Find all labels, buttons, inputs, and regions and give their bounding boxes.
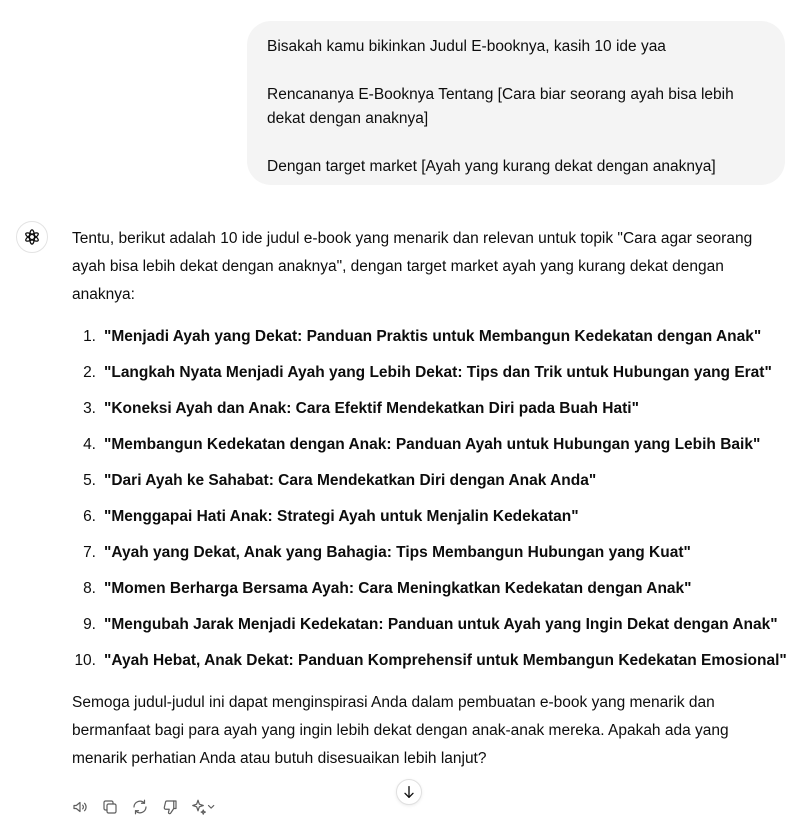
list-item: 8. "Momen Berharga Bersama Ayah: Cara Meningkatkan Kedekatan dengan Anak" [83,580,692,597]
ebook-title-list [72,323,787,675]
copy-button[interactable] [100,797,120,817]
list-item: 9. "Mengubah Jarak Menjadi Kedekatan: Panduan untuk Ayah yang Ingin Dekat dengan Anak" [83,616,778,633]
user-message-line: Dengan target market [Ayah yang kurang dekat dengan anaknya] [267,158,716,175]
assistant-message [72,225,787,773]
user-message-line: Rencananya E-Booknya Tentang [Cara biar seorang ayah bisa lebih dekat dengan anaknya] [267,86,734,127]
assistant-outro: Semoga judul-judul ini dapat menginspirasi Anda dalam pembuatan e-book yang menarik dan bermanfaat bagi para ayah yang ingin lebih dekat dengan anak-anak mereka. Apakah ada yang menarik perhatian Anda atau butuh disesuaikan lebih lanjut? [72,694,729,767]
read-aloud-button[interactable] [70,797,90,817]
sparkle-model-icon [190,798,218,816]
thumbs-down-button[interactable] [160,797,180,817]
user-message-bubble [247,21,785,185]
assistant-avatar [16,221,48,253]
switch-model-button[interactable] [190,797,218,817]
arrow-down-icon [401,784,417,800]
list-item: 5. "Dari Ayah ke Sahabat: Cara Mendekatkan Diri dengan Anak Anda" [83,472,597,489]
message-actions [70,795,218,819]
regenerate-icon [131,798,149,816]
openai-logo-icon [22,227,42,247]
regenerate-button[interactable] [130,797,150,817]
list-item: 3. "Koneksi Ayah dan Anak: Cara Efektif Mendekatkan Diri pada Buah Hati" [83,400,639,417]
speaker-icon [71,798,89,816]
assistant-intro: Tentu, berikut adalah 10 ide judul e-book yang menarik dan relevan untuk topik "Cara agar seorang ayah bisa lebih dekat dengan anaknya", dengan target market ayah yang kurang dekat dengan anaknya: [72,230,753,303]
list-item: 1. "Menjadi Ayah yang Dekat: Panduan Praktis untuk Membangun Kedekatan dengan Anak" [83,328,762,345]
list-item: 10. "Ayah Hebat, Anak Dekat: Panduan Komprehensif untuk Membangun Kedekatan Emosional" [74,652,787,669]
list-item: 7. "Ayah yang Dekat, Anak yang Bahagia: Tips Membangun Hubungan yang Kuat" [83,544,691,561]
copy-icon [101,798,119,816]
scroll-to-bottom-button[interactable] [396,779,422,805]
thumbs-down-icon [161,798,179,816]
list-item: 4. "Membangun Kedekatan dengan Anak: Panduan Ayah untuk Hubungan yang Lebih Baik" [83,436,761,453]
list-item: 2. "Langkah Nyata Menjadi Ayah yang Lebih Dekat: Tips dan Trik untuk Hubungan yang Erat" [83,364,772,381]
user-message-line: Bisakah kamu bikinkan Judul E-booknya, kasih 10 ide yaa [267,38,666,55]
list-item: 6. "Menggapai Hati Anak: Strategi Ayah untuk Menjalin Kedekatan" [83,508,579,525]
